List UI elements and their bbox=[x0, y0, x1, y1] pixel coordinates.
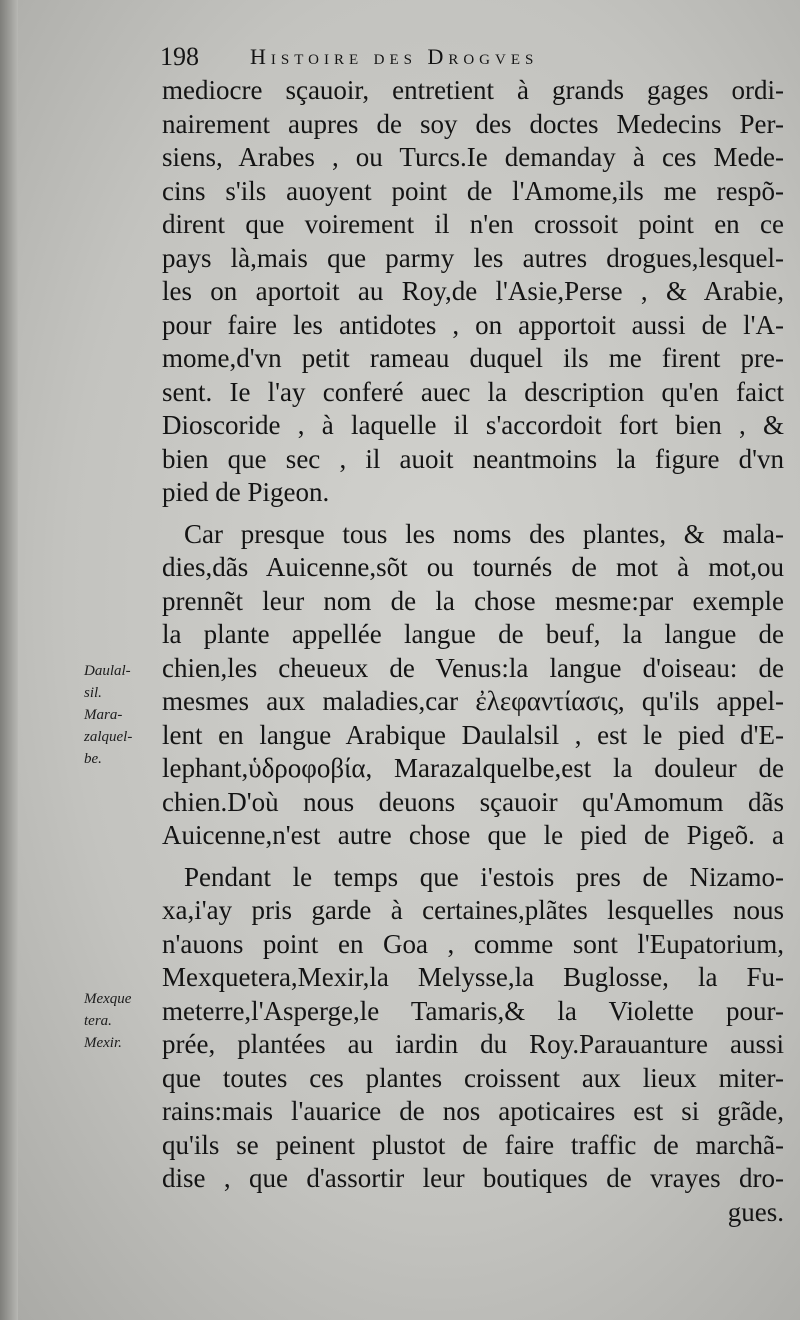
text-line: rains:mais l'auarice de nos apoticaires est si grãde, bbox=[162, 1096, 784, 1126]
margin-note-line: be. bbox=[84, 751, 102, 767]
margin-note-line: sil. bbox=[84, 685, 102, 701]
text-line: lephant,ὑδροφοβία, Marazalquelbe,est la douleur de bbox=[162, 753, 784, 783]
text-line: Dioscoride , à laquelle il s'accordoit fort bien , & bbox=[162, 410, 784, 440]
text-line: pays là,mais que parmy les autres drogues,lesquel- bbox=[162, 242, 784, 273]
margin-note-mexquetera bbox=[84, 988, 166, 1054]
page-gutter bbox=[0, 0, 18, 1320]
text-line: pour faire les antidotes , on apportoit aussi de l'A- bbox=[162, 309, 784, 340]
text-line: bien que sec , il auoit neantmoins la figure d'vn bbox=[162, 443, 784, 474]
text-line: nairement aupres de soy des doctes Medecins Per- bbox=[162, 108, 784, 139]
margin-note-line: Mexque bbox=[84, 991, 132, 1007]
text-line: mediocre sçauoir, entretient à grands gages ordi- bbox=[162, 75, 784, 105]
text-line: dies,dãs Auicenne,sõt ou tournés de mot à mot,ou bbox=[162, 552, 784, 582]
margin-note-line: zalquel- bbox=[84, 729, 133, 745]
paragraph-gap bbox=[162, 853, 784, 861]
text-line: Mexquetera,Mexir,la Melysse,la Buglosse, la Fu- bbox=[162, 962, 784, 992]
text-line: mome,d'vn petit rameau duquel ils me firent pre- bbox=[162, 343, 784, 373]
text-line: pied de Pigeon. bbox=[162, 477, 330, 507]
margin-note-line: Daulal- bbox=[84, 663, 131, 679]
text-line: n'auons point en Goa , comme sont l'Eupatorium, bbox=[162, 928, 784, 959]
text-line: chien,les cheueux de Venus:la langue d'oiseau: de bbox=[162, 652, 784, 683]
catchword: gues. bbox=[727, 1196, 784, 1227]
text-line: prée, plantées au iardin du Roy.Parauanture aussi bbox=[162, 1029, 784, 1059]
body-text bbox=[162, 74, 784, 1229]
paragraph-gap bbox=[162, 510, 784, 518]
text-line: qu'ils se peinent plustot de faire traffic de marchã- bbox=[162, 1129, 784, 1160]
page-number: 198 bbox=[160, 42, 199, 71]
text-line: sent. Ie l'ay conferé auec la description qu'en faict bbox=[162, 376, 784, 407]
margin-note-line: Mexir. bbox=[84, 1035, 122, 1051]
text-line: chien.D'où nous deuons sçauoir qu'Amomum dãs bbox=[162, 786, 784, 817]
text-line: dirent que voirement il n'en crossoit point en ce bbox=[162, 209, 784, 239]
text-line: prennẽt leur nom de la chose mesme:par exemple bbox=[162, 585, 784, 616]
text-line: Car presque tous les noms des plantes, & mala- bbox=[184, 518, 784, 549]
text-line: la plante appellée langue de beuf, la langue de bbox=[162, 619, 784, 649]
margin-note-line: tera. bbox=[84, 1013, 112, 1029]
text-line: mesmes aux maladies,car ἐλεφαντίασις, qu'ils appel- bbox=[162, 686, 784, 716]
running-title: Histoire des Drogves bbox=[250, 44, 539, 69]
text-line: cins s'ils auoyent point de l'Amome,ils me respõ- bbox=[162, 175, 784, 206]
margin-note-daulalsil bbox=[84, 660, 166, 770]
text-line: xa,i'ay pris garde à certaines,plãtes lesquelles nous bbox=[162, 895, 784, 925]
text-line: lent en langue Arabique Daulalsil , est le pied d'E- bbox=[162, 719, 784, 750]
margin-note-line: Mara- bbox=[84, 707, 123, 723]
text-line: que toutes ces plantes croissent aux lieux miter- bbox=[162, 1062, 784, 1093]
text-line: dise , que d'assortir leur boutiques de vrayes dro- bbox=[162, 1163, 784, 1193]
text-line: Auicenne,n'est autre chose que le pied de Pigeõ. a bbox=[162, 820, 784, 850]
text-line: Pendant le temps que i'estois pres de Nizamo- bbox=[184, 861, 784, 892]
text-line: siens, Arabes , ou Turcs.Ie demanday à ces Mede- bbox=[162, 142, 784, 172]
text-line: meterre,l'Asperge,le Tamaris,& la Violette pour- bbox=[162, 995, 784, 1026]
text-line: les on aportoit au Roy,de l'Asie,Perse , & Arabie, bbox=[162, 276, 784, 306]
